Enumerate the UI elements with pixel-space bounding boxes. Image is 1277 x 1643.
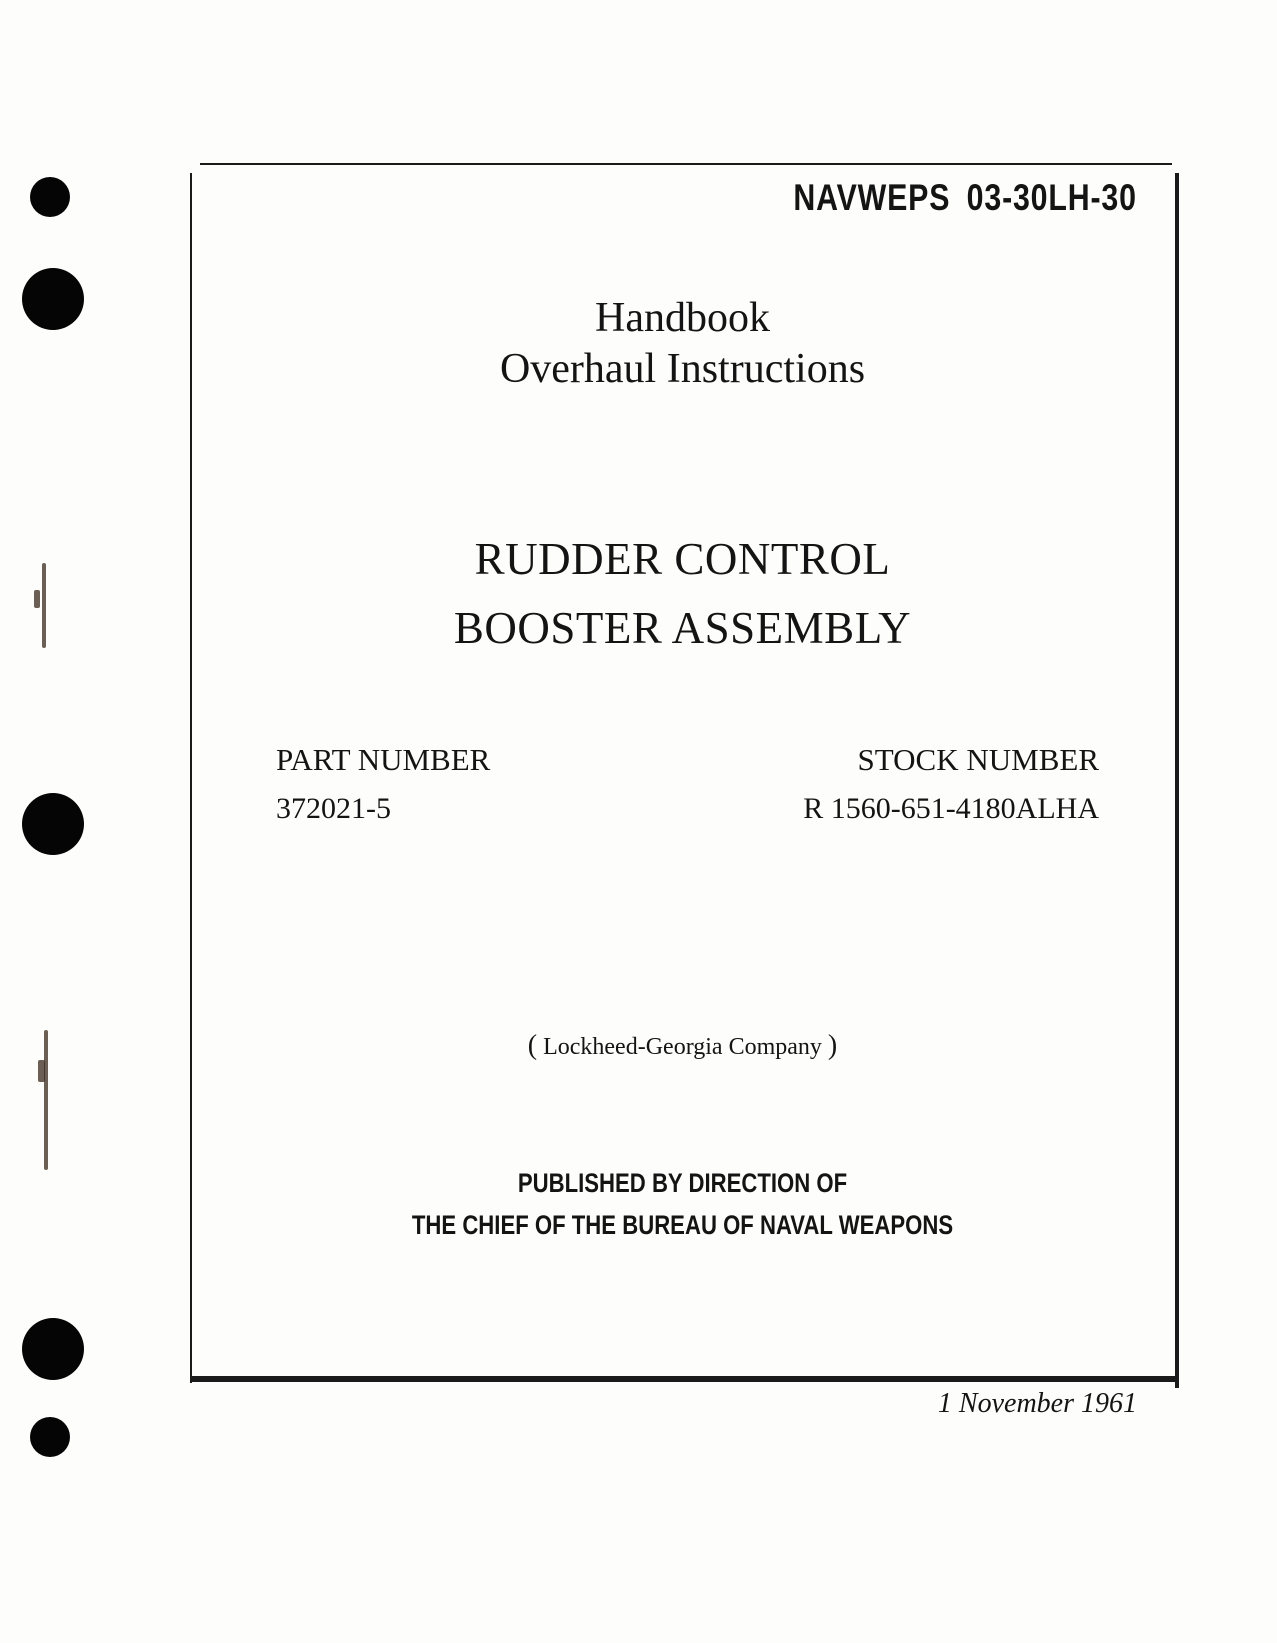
published-by-line-1: PUBLISHED BY DIRECTION OF [517,1168,848,1198]
binder-hole [22,1318,84,1380]
binder-hole [30,177,70,217]
frame-bottom-rule [190,1376,1179,1382]
staple-mark [44,1030,48,1170]
staple-mark [34,590,40,608]
handbook-label: Handbook [595,295,770,341]
frame-right-rule [1175,173,1179,1388]
company-name: Lockheed-Georgia Company [543,1034,822,1060]
staple-mark [38,1060,45,1082]
part-number-label: PART NUMBER [276,742,491,777]
publication-date: 1 November 1961 [937,1388,1137,1419]
stock-number-value: R 1560-651-4180ALHA [803,792,1099,825]
open-paren: ( [527,1030,538,1061]
binder-hole [30,1417,70,1457]
page-title-line-1: RUDDER CONTROL [474,534,891,584]
staple-mark [42,563,46,648]
part-number-value: 372021-5 [276,792,391,825]
page-title-line-2: BOOSTER ASSEMBLY [453,603,912,653]
published-by-line-2: THE CHIEF OF THE BUREAU OF NAVAL WEAPONS [411,1210,954,1240]
publication-number: 03-30LH-30 [966,177,1137,218]
close-paren: ) [827,1030,838,1061]
stock-number-label: STOCK NUMBER [857,742,1099,777]
binder-hole [22,793,84,855]
binder-hole [22,268,84,330]
document-number [794,177,1137,219]
overhaul-instructions-label: Overhaul Instructions [499,346,866,392]
company-credit [190,1030,1175,1062]
publication-series: NAVWEPS [793,177,951,218]
frame-top-rule [200,163,1172,165]
